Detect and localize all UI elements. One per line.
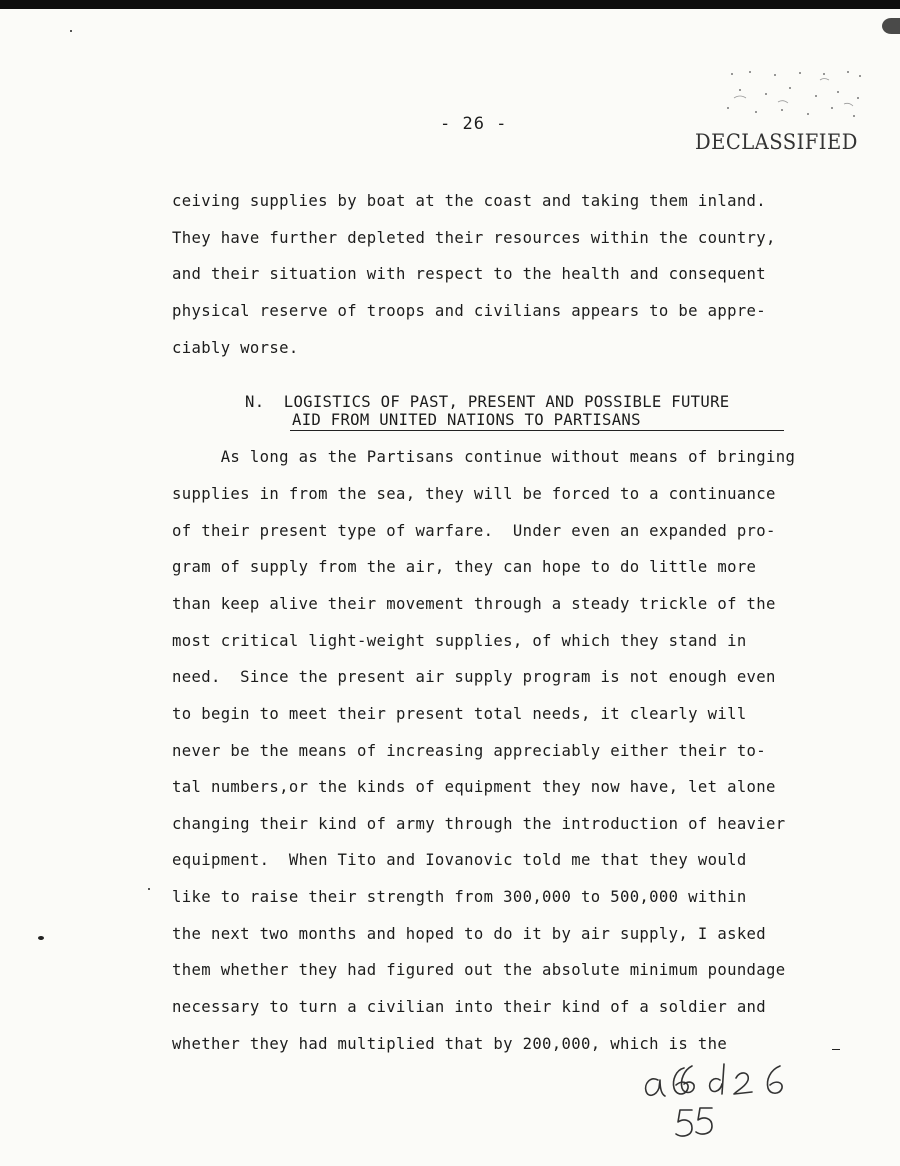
text-line: and their situation with respect to the health and consequent: [172, 265, 767, 283]
text-line: supplies in from the sea, they will be forced to a continuance: [172, 485, 776, 503]
text-line: As long as the Partisans continue without means of bringing: [172, 448, 796, 466]
scan-speck: [148, 888, 150, 890]
text-line: changing their kind of army through the introduction of heavier: [172, 815, 786, 833]
handwritten-archive-note: [640, 1058, 860, 1166]
text-line: of their present type of warfare. Under even an expanded pro-: [172, 522, 776, 540]
text-line: the next two months and hoped to do it by air supply, I asked: [172, 925, 767, 943]
scan-speck: [38, 936, 44, 940]
page-number: - 26 -: [440, 114, 508, 134]
top-border-rule: [0, 0, 900, 9]
text-line: gram of supply from the air, they can hope to do little more: [172, 558, 757, 576]
text-line: never be the means of increasing appreciably either their to-: [172, 742, 767, 760]
scan-speck: [832, 1049, 840, 1050]
text-line: physical reserve of troops and civilians appears to be appre-: [172, 302, 767, 320]
heading-underline: [290, 430, 784, 431]
section-label: N.: [245, 393, 265, 411]
text-line: ciably worse.: [172, 339, 299, 357]
text-line: like to raise their strength from 300,000 to 500,000 within: [172, 888, 747, 906]
text-line: ceiving supplies by boat at the coast and taking them inland.: [172, 192, 767, 210]
stamp-noise-marks: [720, 68, 870, 126]
text-line: them whether they had figured out the absolute minimum poundage: [172, 961, 786, 979]
corner-scan-mark: [882, 18, 900, 34]
section-title-line-1: LOGISTICS OF PAST, PRESENT AND POSSIBLE FUTURE: [283, 393, 730, 411]
text-line: necessary to turn a civilian into their kind of a soldier and: [172, 998, 767, 1016]
text-line: than keep alive their movement through a steady trickle of the: [172, 595, 776, 613]
text-line: need. Since the present air supply program is not enough even: [172, 668, 776, 686]
text-line: to begin to meet their present total needs, it clearly will: [172, 705, 747, 723]
section-heading: [245, 392, 729, 412]
text-line: whether they had multiplied that by 200,000, which is the: [172, 1035, 728, 1053]
text-line: equipment. When Tito and Iovanovic told me that they would: [172, 851, 747, 869]
text-line: tal numbers,or the kinds of equipment they now have, let alone: [172, 778, 776, 796]
scan-speck: [70, 30, 72, 32]
text-line: They have further depleted their resources within the country,: [172, 229, 776, 247]
declassified-stamp: DECLASSIFIED: [695, 130, 858, 154]
text-line: most critical light-weight supplies, of which they stand in: [172, 632, 747, 650]
section-title-line-2: AID FROM UNITED NATIONS TO PARTISANS: [292, 411, 641, 429]
